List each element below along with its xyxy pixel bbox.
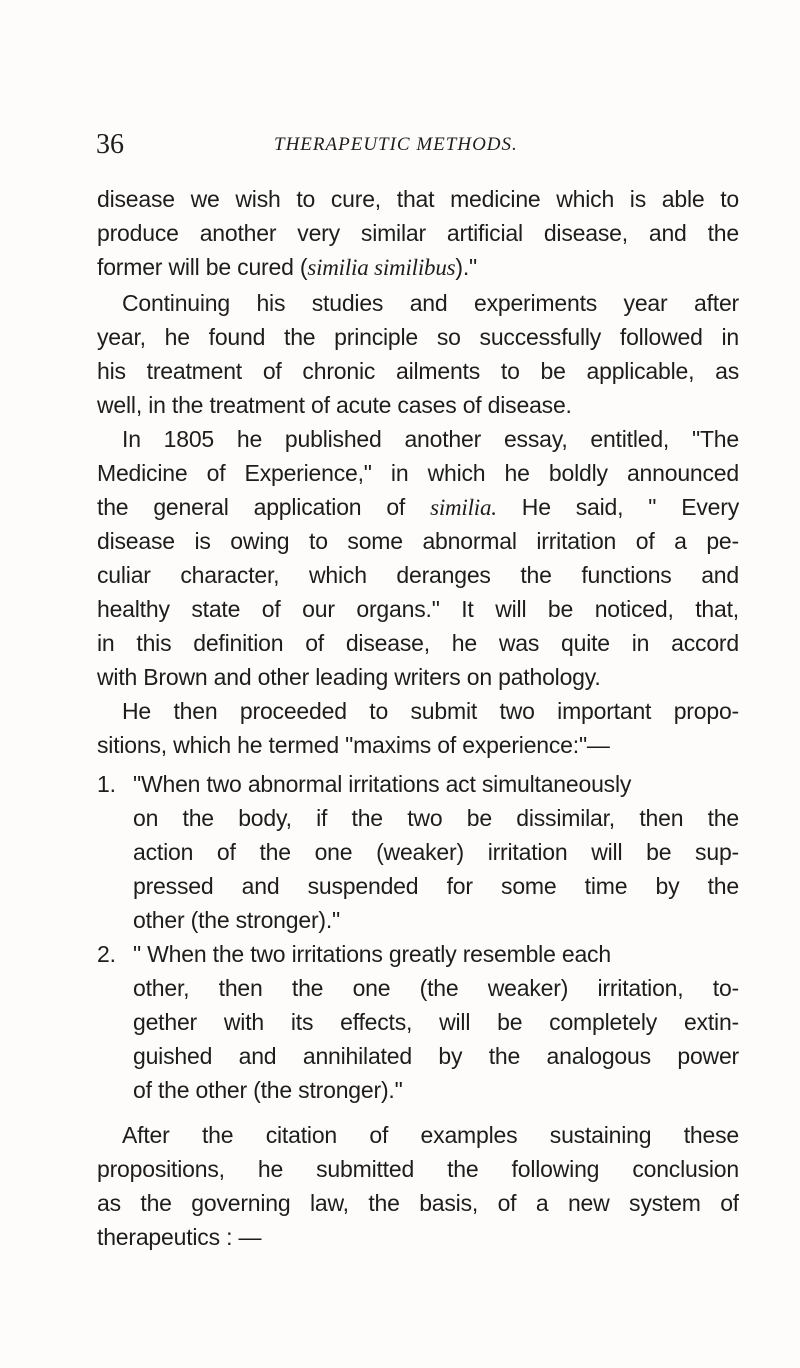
page-header	[96, 128, 736, 162]
text-line	[97, 490, 739, 524]
text-run: former will be cured (	[97, 254, 308, 280]
maxim-number: 1.	[97, 771, 116, 797]
text-line: gether with its effects, will be completely extin-	[133, 1009, 739, 1035]
running-head: THERAPEUTIC METHODS.	[274, 134, 518, 155]
text-line	[97, 937, 739, 971]
text-line: healthy state of our organs." It will be noticed, that,	[97, 596, 739, 622]
text-run: )."	[455, 254, 477, 280]
text-line	[97, 767, 739, 801]
text-line: his treatment of chronic ailments to be applicable, as	[97, 358, 739, 384]
text-line: pressed and suspended for some time by the	[133, 873, 739, 899]
text-line	[97, 250, 739, 284]
text-line: of the other (the stronger)."	[133, 1077, 403, 1103]
text-line: with Brown and other leading writers on pathology.	[97, 664, 601, 690]
text-line: disease we wish to cure, that medicine which is able to	[97, 186, 739, 212]
text-line: He then proceeded to submit two important propo-	[122, 698, 739, 724]
text-run: " When the two irritations greatly resemble each	[133, 941, 611, 967]
text-line: After the citation of examples sustaining these	[122, 1122, 739, 1148]
latin-term: similia.	[430, 495, 497, 520]
text-line: other, then the one (the weaker) irritation, to-	[133, 975, 739, 1001]
text-line: In 1805 he published another essay, entitled, "The	[122, 426, 739, 452]
text-run: "When two abnormal irritations act simultaneously	[133, 771, 632, 797]
text-line: therapeutics : —	[97, 1224, 262, 1250]
text-line: Medicine of Experience," in which he boldly announced	[97, 460, 739, 486]
text-line: in this definition of disease, he was quite in accord	[97, 630, 739, 656]
text-run: the general application of	[97, 494, 431, 520]
text-line: year, he found the principle so successfully followed in	[97, 324, 739, 350]
text-line: on the body, if the two be dissimilar, then the	[133, 805, 739, 831]
text-run: He said, " Every	[496, 494, 739, 520]
text-line: action of the one (weaker) irritation will be sup-	[133, 839, 739, 865]
text-line: Continuing his studies and experiments year after	[122, 290, 739, 316]
maxim-number: 2.	[97, 941, 116, 967]
text-line: guished and annihilated by the analogous power	[133, 1043, 739, 1069]
text-line: culiar character, which deranges the functions and	[97, 562, 739, 588]
text-line: disease is owing to some abnormal irritation of a pe-	[97, 528, 739, 554]
text-line: propositions, he submitted the following conclusion	[97, 1156, 739, 1182]
page-number: 36	[96, 129, 124, 160]
latin-phrase: similia similibus	[307, 255, 456, 280]
text-line: produce another very similar artificial disease, and the	[97, 220, 739, 246]
text-line: sitions, which he termed "maxims of experience:"—	[97, 732, 610, 758]
text-line: other (the stronger)."	[133, 907, 341, 933]
text-line: well, in the treatment of acute cases of disease.	[97, 392, 572, 418]
text-line: as the governing law, the basis, of a new system of	[97, 1190, 739, 1216]
